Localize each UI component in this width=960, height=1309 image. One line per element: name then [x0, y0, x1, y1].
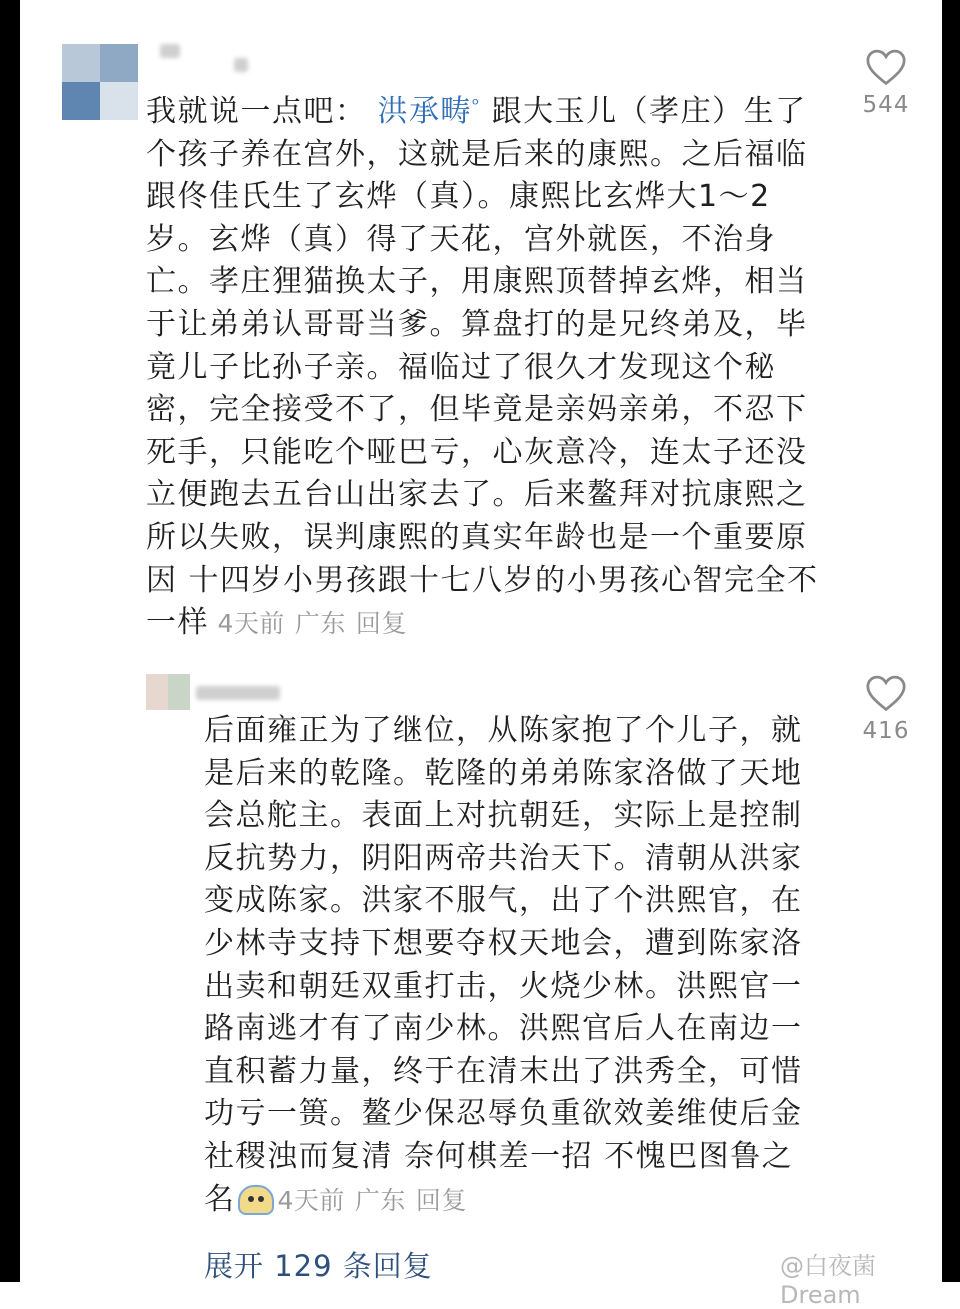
reply-button[interactable]: 回复 — [355, 609, 407, 639]
comment-screen — [20, 0, 942, 1309]
emoji-icon — [238, 1185, 274, 1215]
reply-avatar[interactable] — [146, 674, 190, 710]
expand-replies-link[interactable]: 展开 129 条回复 — [204, 1249, 433, 1283]
reply-meta — [278, 1186, 477, 1215]
comment-meta — [209, 609, 417, 638]
right-black-border — [942, 0, 960, 1282]
reply-like-button[interactable] — [856, 674, 916, 744]
mention-link[interactable]: 洪承畴 — [377, 94, 473, 129]
username-suffix — [234, 58, 248, 72]
left-black-border — [0, 0, 20, 1282]
reply-text-body: 后面雍正为了继位，从陈家抱了个儿子，就是后来的乾隆。乾隆的弟弟陈家洛做了天地会总舵主。表面上对抗朝廷，实际上是控制反抗势力，阴阳两帝共治天下。清朝从洪家变成陈家。洪家不服气，出了个洪熙官，在少林寺支持下想要夺权天地会，遭到陈家洛出卖和朝廷双重打击，火烧少林。洪熙官一路南逃才有了南少林。洪熙官后人在南边一直积蓄力量，终于在清末出了洪秀全，可惜功亏一篑。鳌少保忍辱负重欲效姜维使后金社稷浊而复清 奈何棋差一招 不愧巴图鲁之名 — [204, 713, 803, 1217]
heart-icon — [865, 48, 907, 86]
like-button[interactable] — [856, 48, 916, 118]
heart-icon — [865, 674, 907, 712]
comment-location: 广东 — [294, 609, 346, 639]
reply-location: 广东 — [354, 1185, 406, 1215]
reply-time: 4天前 — [277, 1185, 345, 1215]
username[interactable] — [160, 44, 180, 58]
reply-reply-button[interactable]: 回复 — [415, 1185, 467, 1215]
reply-username[interactable] — [196, 686, 280, 700]
mention-icon: ᵒ — [472, 95, 481, 115]
watermark: @白夜菌Dream — [780, 1252, 876, 1309]
like-count: 544 — [862, 92, 910, 118]
comment-text-body: 跟大玉儿（孝庄）生了个孩子养在宫外，这就是后来的康熙。之后福临跟佟佳氏生了玄烨（真）。康熙比玄烨大1～2岁。玄烨（真）得了天花，宫外就医，不治身亡。孝庄狸猫换太子，用康熙顶替掉玄烨，相当于让弟弟认哥哥当爹。算盘打的是兄终弟及，毕竟儿子比孙子亲。福临过了很久才发现这个秘密，完全接受不了，但毕竟是亲妈亲弟，不忍下死手，只能吃个哑巴亏，心灰意冷，连太子还没立便跑去五台山出家去了。后来鳌拜对抗康熙之所以失败，误判康熙的真实年龄也是一个重要原因 十四岁小男孩跟十七八岁的小男孩心智完全不一样 — [146, 94, 819, 641]
comment-text-prefix: 我就说一点吧： — [146, 94, 378, 129]
avatar[interactable] — [62, 44, 138, 120]
comment-time: 4天前 — [217, 609, 285, 639]
reply-text — [204, 710, 824, 1222]
comment-text — [146, 84, 822, 646]
reply-like-count: 416 — [862, 718, 910, 744]
